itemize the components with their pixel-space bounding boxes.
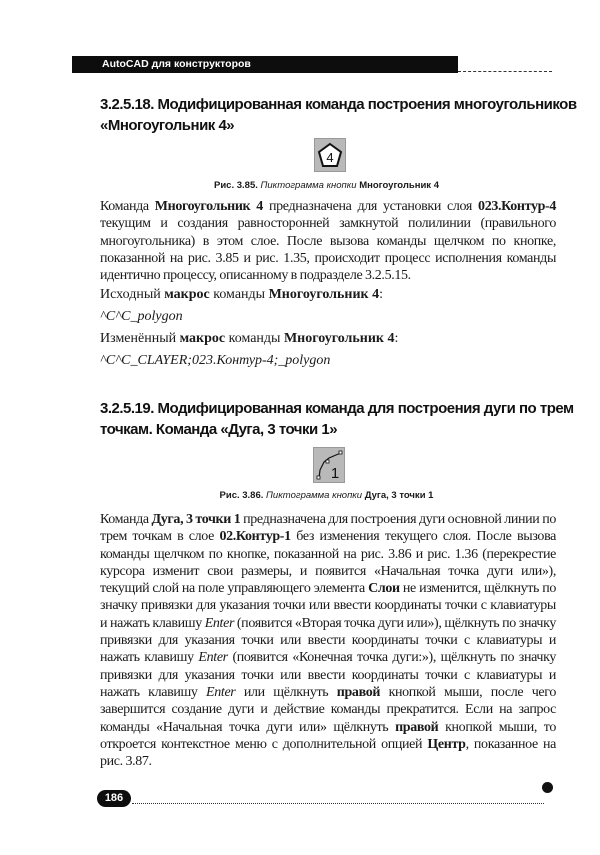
figure-caption-3-86 — [100, 490, 553, 501]
footer-divider — [132, 803, 544, 804]
text-run: предназначена для построения дуги основной линии по трем точкам в слое — [100, 512, 556, 545]
arc-3-points-icon — [313, 447, 345, 483]
caption-text: Пиктограмма кнопки — [263, 490, 365, 501]
italic-term: Enter — [206, 684, 236, 700]
text-run: или щёлкнуть — [235, 684, 337, 700]
text-run: команды — [225, 331, 284, 346]
caption-number: Рис. 3.85. — [214, 180, 258, 191]
text-run: кнопкой мыши, то откроется контекстное меню с дополнительной опцией — [100, 719, 556, 752]
bold-term: 02.Контур-1 — [219, 529, 291, 545]
bold-term: правой — [395, 719, 439, 735]
bold-term: Центр — [427, 736, 466, 752]
macro-source-label — [100, 287, 383, 303]
bold-term: Дуга, 3 точки 1 — [151, 512, 241, 527]
text-run: текущим и создания равносторонней замкнутой полилинии (правильного многоугольника) в этом слое. После вызова команды щелчком по кнопке, показанной на рис. 3.85 и рис. 1.35, происходит процесс исполнения команды идентично процессу, описанному в подразделе 3.2.5.15. — [100, 216, 556, 284]
text-run: , показанное на рис. 3.87. — [100, 736, 556, 770]
bold-term: 023.Контур-4 — [478, 199, 557, 214]
header-divider — [458, 71, 552, 72]
text-run: команды — [209, 287, 269, 302]
figure-caption-3-85 — [100, 180, 553, 191]
icon-label: 4 — [326, 150, 334, 165]
macro-modified-code: ^C^C_CLAYER;023.Контур-4;_polygon — [100, 353, 331, 368]
page-number: 186 — [97, 790, 131, 807]
bold-term: Слои — [368, 581, 400, 597]
text-run: предназначена для установки слоя — [262, 199, 479, 214]
polygon-4-icon — [314, 138, 346, 172]
footer-bullet — [542, 782, 553, 793]
heading-line: «Многоугольник 4» — [100, 117, 235, 134]
text-run: : — [394, 331, 399, 346]
italic-term: Enter — [198, 650, 228, 666]
bold-term: правой — [336, 684, 381, 700]
bold-term: Многоугольник 4 — [283, 331, 395, 346]
bold-term: Многоугольник 4 — [268, 287, 380, 302]
text-run: Изменённый — [100, 331, 180, 346]
macro-modified-label — [100, 331, 398, 347]
text-run: не изменится, щёлкнуть по значку привязки для указания точки или ввести координаты точки с клавиатуры и нажать клавишу — [100, 581, 556, 631]
caption-subject: Многоугольник 4 — [359, 180, 439, 191]
running-header-title: AutoCAD для конструкторов — [102, 58, 251, 70]
text-run: кнопкой мыши, после чего завершится создание дуги и действие команды прекратится. Если на запрос команды «Начальная точка дуги или» щёлкнуть — [100, 684, 556, 735]
heading-line: точкам. Команда «Дуга, 3 точки 1» — [100, 421, 338, 438]
section-heading-3-2-5-19 — [100, 398, 580, 440]
caption-text: Пиктограмма кнопки — [257, 180, 360, 191]
bold-term: макрос — [164, 287, 210, 302]
text-run: без изменения текущего слоя. После вызова команды щелчком по кнопке, показанной на рис. 3.86 и рис. 1.36 (перекрестие курсора изменит свои размеры, и появится «Начальная точка дуги или»), текущий слой на поле управляющего элемента — [100, 529, 557, 597]
heading-line: 3.2.5.18. Модифицированная команда построения многоугольников — [100, 96, 577, 113]
section-heading-3-2-5-18 — [100, 94, 580, 136]
text-run: Команда — [100, 199, 155, 214]
text-run: (появится «Вторая точка дуги или»), щёлкнуть по значку привязки для указания точки или ввести координаты точки с клавиатуры и нажать клавишу — [100, 615, 556, 666]
macro-source-code: ^C^C_polygon — [100, 309, 183, 324]
caption-number: Рис. 3.86. — [219, 490, 264, 501]
paragraph-arc-description — [100, 511, 556, 770]
icon-label: 1 — [330, 465, 340, 482]
text-run: (появится «Конечная точка дуги:»), щёлкнуть по значку привязки для указания точки или ввести координаты точки с клавиатуры и нажать клавишу — [100, 650, 556, 700]
italic-term: Enter — [204, 615, 235, 631]
bold-term: Многоугольник 4 — [154, 199, 263, 214]
caption-subject: Дуга, 3 точки 1 — [364, 490, 434, 501]
text-run: Исходный — [100, 287, 165, 302]
text-run: : — [379, 287, 383, 302]
bold-term: макрос — [179, 331, 226, 346]
text-run: Команда — [100, 512, 152, 527]
heading-line: 3.2.5.19. Модифицированная команда для построения дуги по трем — [100, 400, 574, 417]
paragraph-polygon-description — [100, 198, 556, 284]
